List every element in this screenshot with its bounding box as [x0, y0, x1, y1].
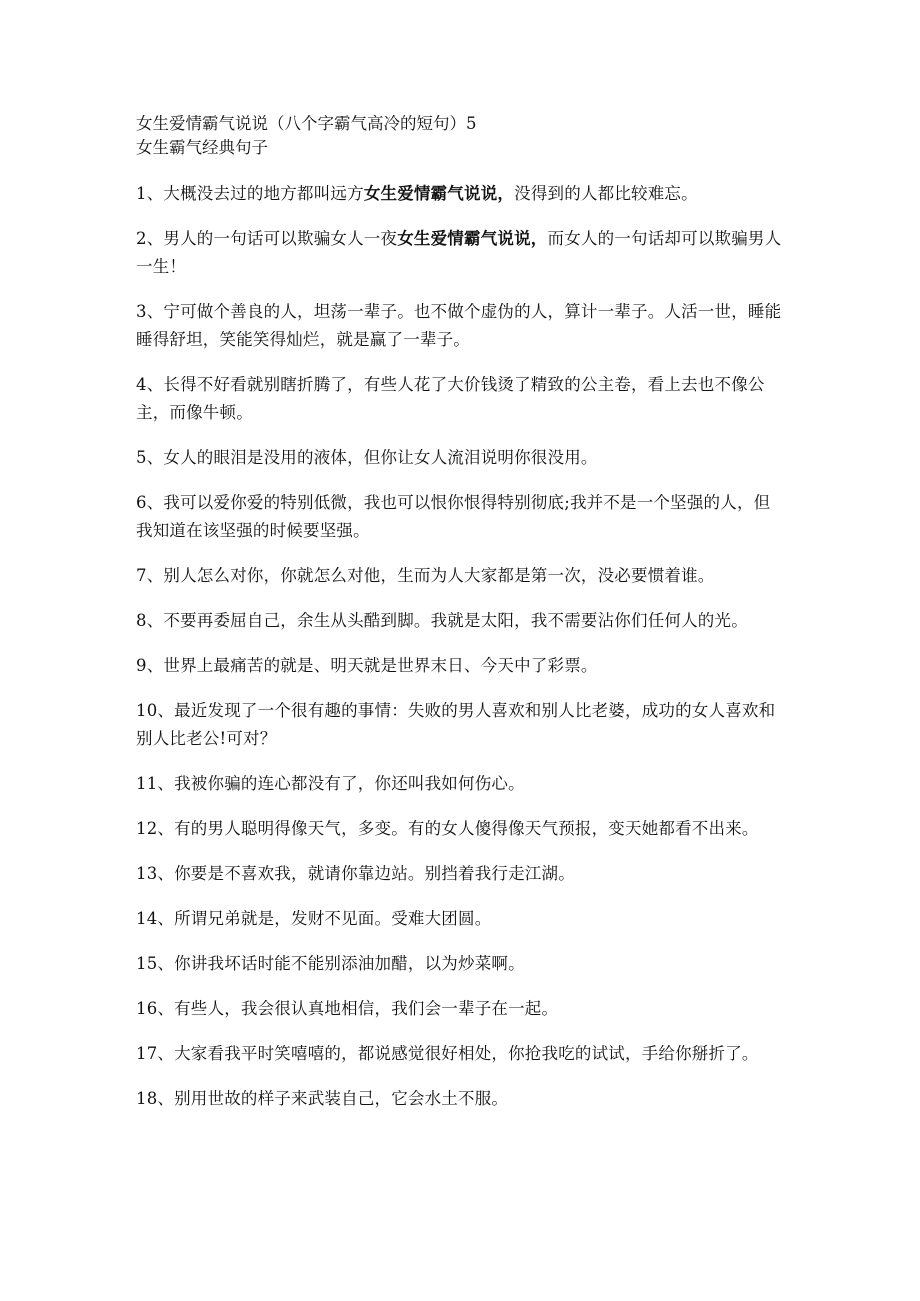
quote-item: 15、你讲我坏话时能不能别添油加醋，以为炒菜啊。 — [136, 954, 525, 973]
quote-item: 3、宁可做个善良的人，坦荡一辈子。也不做个虚伪的人，算计一辈子。人活一世，睡能睡得舒坦，笑能笑得灿烂，就是赢了一辈子。 — [136, 302, 782, 349]
quote-item: 2、男人的一句话可以欺骗女人一夜女生爱情霸气说说，而女人的一句话却可以欺骗男人一生！ — [136, 229, 782, 276]
highlight-text: 女生爱情霸气说说， — [363, 184, 515, 203]
document-page — [136, 112, 786, 1130]
quote-item: 5、女人的眼泪是没用的液体，但你让女人流泪说明你很没用。 — [136, 448, 598, 467]
quote-item: 1、大概没去过的地方都叫远方女生爱情霸气说说，没得到的人都比较难忘。 — [136, 184, 698, 203]
document-subtitle: 女生霸气经典句子 — [136, 138, 268, 157]
quote-list — [136, 180, 786, 1113]
quote-item: 4、长得不好看就别瞎折腾了，有些人花了大价钱烫了精致的公主卷，看上去也不像公主，而像牛顿。 — [136, 375, 765, 422]
quote-item: 7、别人怎么对你，你就怎么对他，生而为人大家都是第一次，没必要惯着谁。 — [136, 566, 715, 585]
quote-item: 9、世界上最痛苦的就是、明天就是世界末日、今天中了彩票。 — [136, 656, 598, 675]
quote-item: 6、我可以爱你爱的特别低微，我也可以恨你恨得特别彻底;我并不是一个坚强的人，但我知道在该坚强的时候要坚强。 — [136, 493, 771, 540]
quote-item: 13、你要是不喜欢我，就请你靠边站。别挡着我行走江湖。 — [136, 864, 575, 883]
quote-item: 11、我被你骗的连心都没有了，你还叫我如何伤心。 — [136, 774, 525, 793]
quote-item: 10、最近发现了一个很有趣的事情：失败的男人喜欢和别人比老婆，成功的女人喜欢和别人比老公!可对？ — [136, 701, 776, 748]
quote-item: 14、所谓兄弟就是，发财不见面。受难大团圆。 — [136, 909, 492, 928]
quote-item: 18、别用世故的样子来武装自己，它会水土不服。 — [136, 1089, 509, 1108]
document-title: 女生爱情霸气说说（八个字霸气高冷的短句）5 — [136, 114, 477, 133]
quote-item: 17、大家看我平时笑嘻嘻的，都说感觉很好相处，你抢我吃的试试，手给你掰折了。 — [136, 1044, 759, 1063]
quote-item: 12、有的男人聪明得像天气，多变。有的女人傻得像天气预报，变天她都看不出来。 — [136, 819, 759, 838]
quote-item: 8、不要再委屈自己，余生从头酷到脚。我就是太阳，我不需要沾你们任何人的光。 — [136, 611, 748, 630]
quote-item: 16、有些人，我会很认真地相信，我们会一辈子在一起。 — [136, 999, 559, 1018]
highlight-text: 女生爱情霸气说说， — [397, 229, 548, 248]
